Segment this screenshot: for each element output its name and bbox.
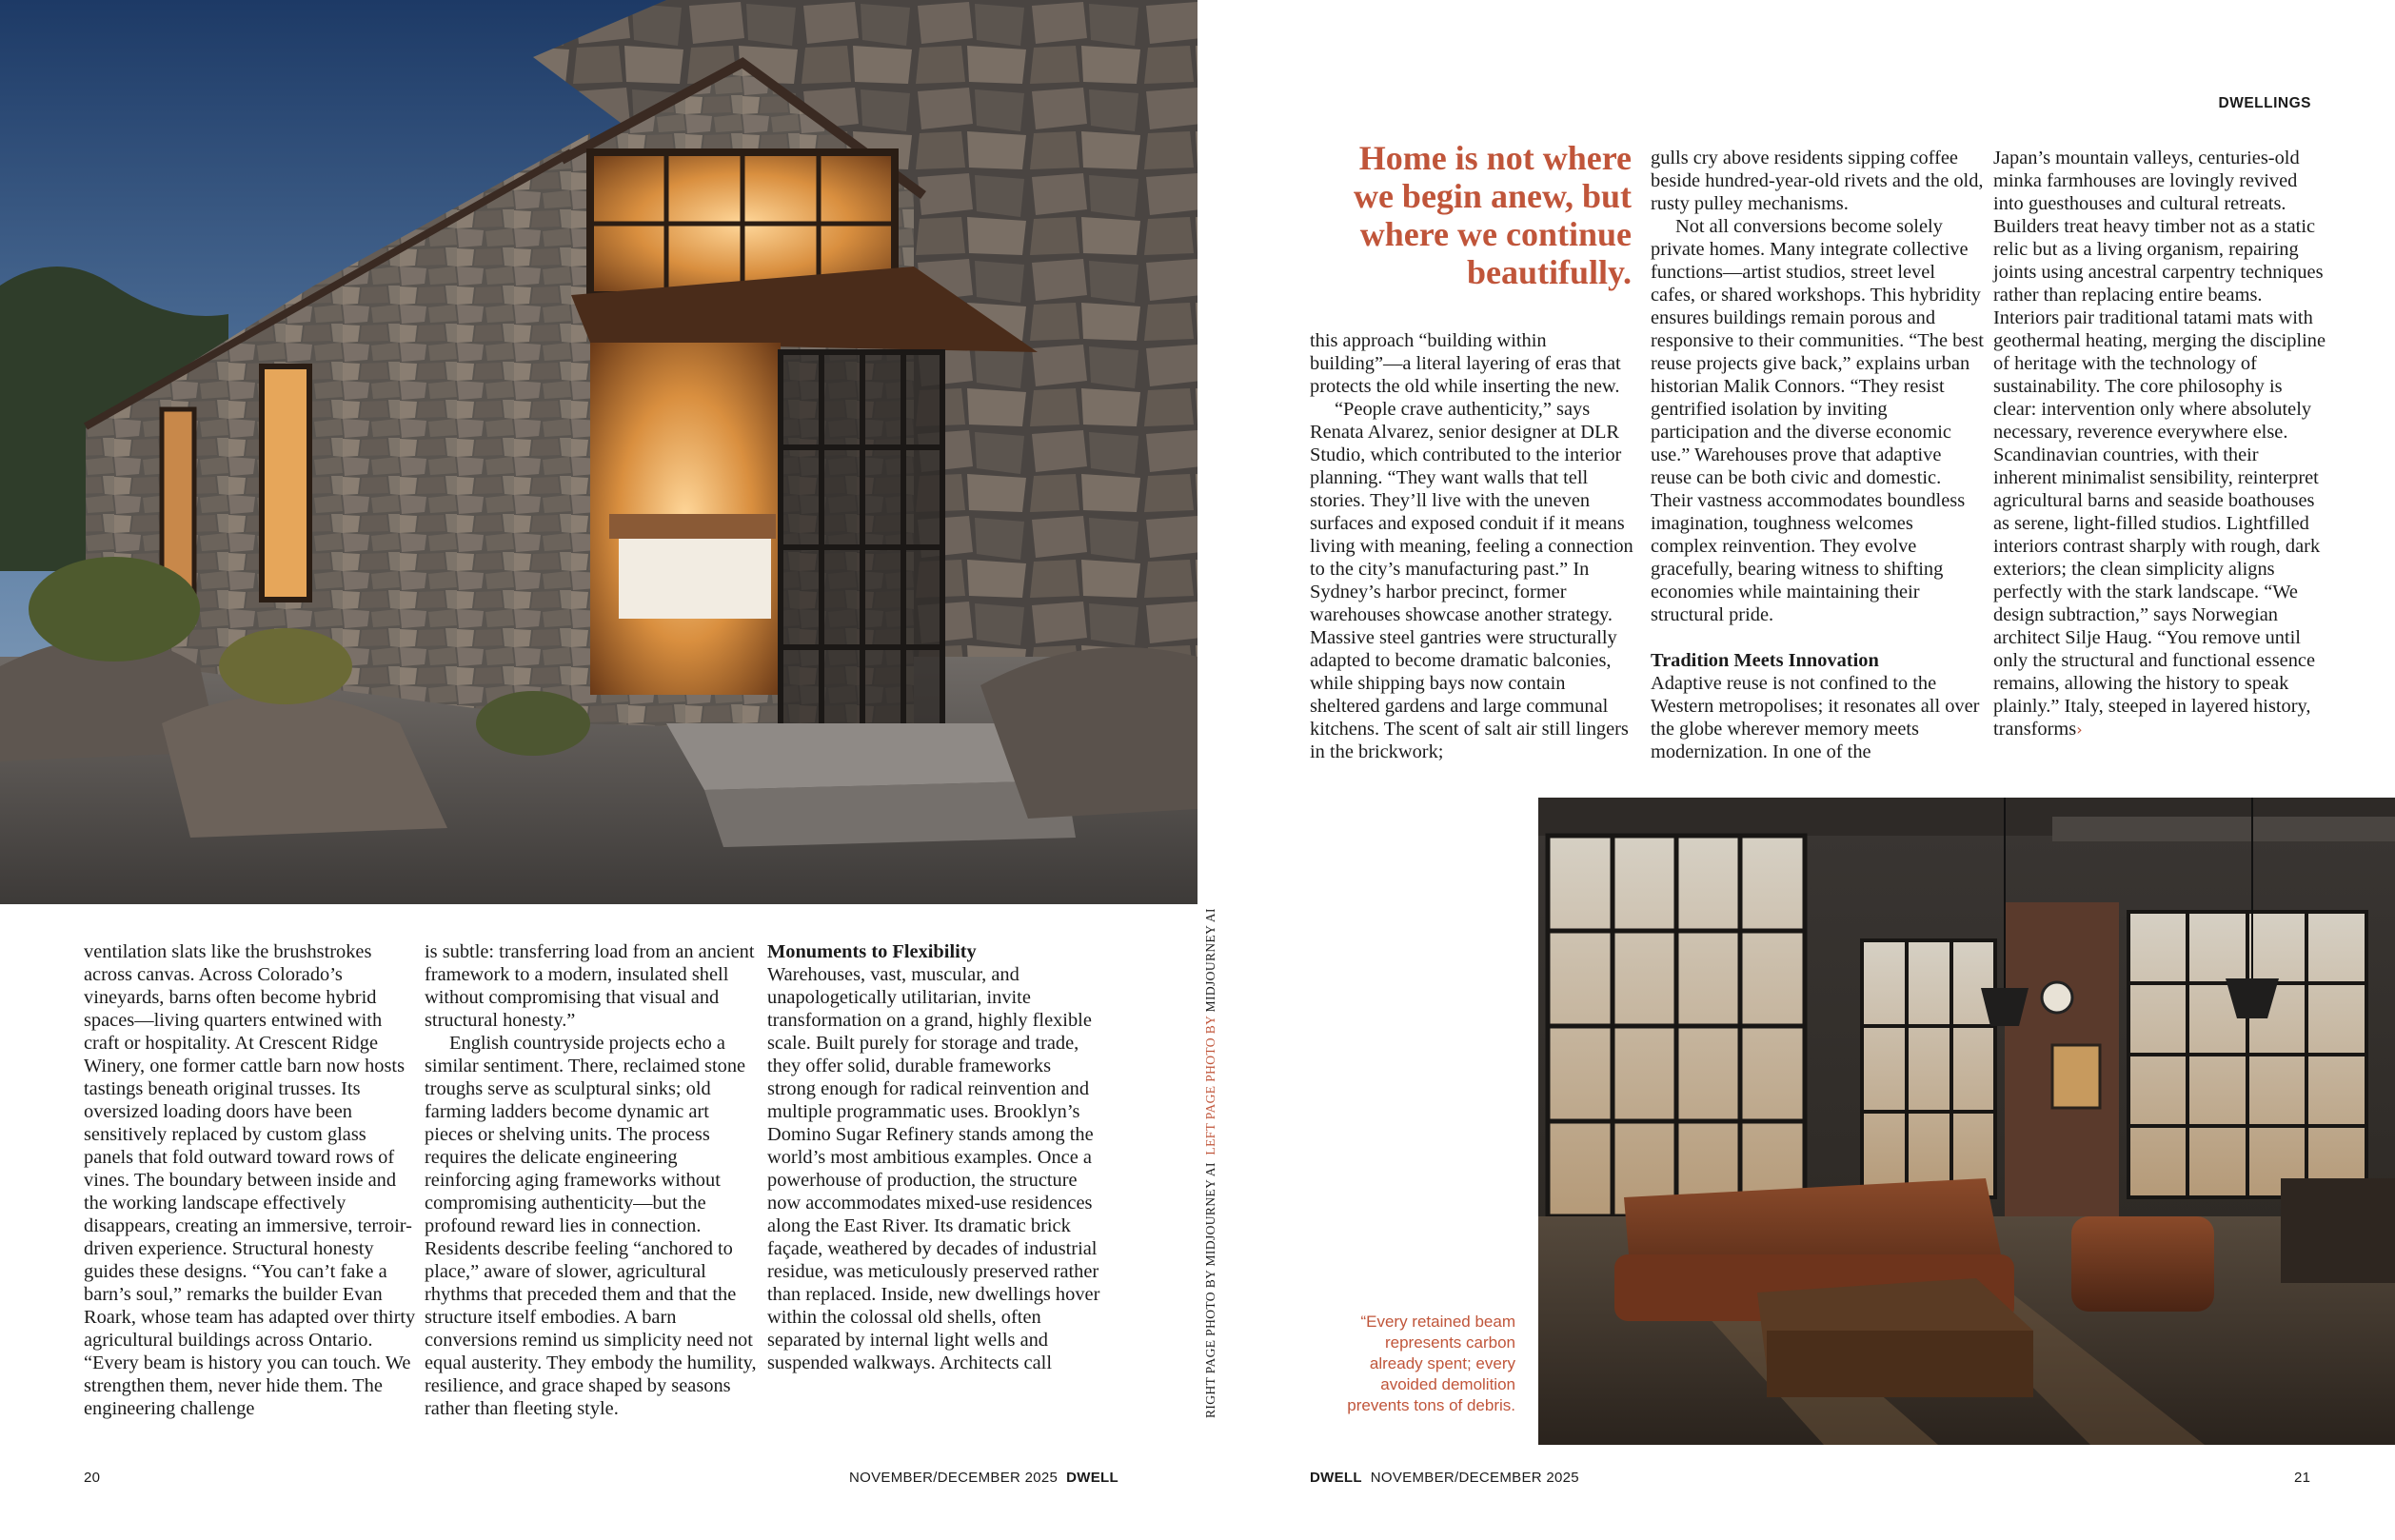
caption-line: avoided demolition — [1380, 1375, 1515, 1393]
left-footer-issue — [849, 1470, 1118, 1486]
pull-quote-line: we begin anew, but — [1353, 177, 1632, 215]
photo-credit-label: RIGHT PAGE PHOTO BY — [1203, 1266, 1217, 1418]
paragraph-gap — [1651, 626, 1984, 649]
stone-barn-illustration — [0, 0, 1198, 904]
subhead: Monuments to Flexibility — [767, 941, 977, 962]
pull-quote-line: beautifully. — [1466, 253, 1632, 291]
body-text: Adaptive reuse is not confined to the Western metropolises; it resonates all over the globe wherever memory meets modernization. In one of the — [1651, 673, 1980, 762]
left-page-column-2 — [425, 940, 762, 1420]
right-page-column-1 — [1310, 329, 1639, 763]
body-text-run: Japan’s mountain valleys, centuries-old minka farmhouses are lovingly revived into guesthouses and cultural retreats. Builders treat heavy timber not as a static relic but as a living organism, repairing joints using ancestral carpentry techniques rather than replacing entire beams. Interiors pair traditional tatami mats with geothermal heating, merging the discipline of heritage with the technology of sustainability. The core philosophy is clear: intervention only where absolutely necessary, reverence everywhere else. Scandinavian countries, with their inherent minimalist sensibility, reinterpret agricultural barns and seaside boathouses as serene, light-filled studios. Lightfilled interiors contrast sharply with rough, dark exteriors; the clean simplicity aligns perfectly with the stark landscape. “We design subtraction,” says Norwegian architect Silje Haug. “You remove until only the structural and functional essence remains, allowing the history to speak plainly.” Italy, steeped in layered history, transforms — [1993, 148, 2326, 740]
body-text: Not all conversions become solely private homes. Many integrate collective functions—artist studios, street level cafes, or shared workshops. This hybridity ensures buildings remain porous and responsive to their communities. “The best reuse projects give back,” explains urban historian Malik Connors. “They resist gentrified isolation by inviting participation and the diverse economic use.” Warehouses prove that adaptive reuse can be both civic and domestic. Their vastness accommodates boundless imagination, toughness welcomes complex reinvention. They evolve gracefully, bearing witness to shifting economies while maintaining their structural pride. — [1651, 216, 1984, 625]
body-text: English countryside projects echo a similar sentiment. There, reclaimed stone troughs serve as sculptural sinks; old farming ladders become dynamic art pieces or shelving units. The process requires the delicate engineering reinforcing aging frameworks without compromising authenticity—but the profound reward lies in connection. Residents describe feeling “anchored to place,” aware of slower, agricultural rhythms that preceded them and that the structure itself embodies. A barn conversions remind us simplicity need not equal austerity. They embody the humility, resilience, and grace shaped by seasons rather than fleeting style. — [425, 1033, 757, 1419]
caption-line: represents carbon — [1384, 1333, 1515, 1352]
right-page-photo — [1538, 798, 2395, 1445]
image-caption — [1314, 1312, 1515, 1416]
footer-date: NOVEMBER/DECEMBER 2025 — [849, 1470, 1059, 1486]
body-text — [1993, 147, 2326, 741]
footer-date: NOVEMBER/DECEMBER 2025 — [1370, 1470, 1579, 1486]
subhead: Tradition Meets Innovation — [1651, 650, 1879, 671]
pull-quote-line: Home is not where — [1358, 139, 1632, 177]
warehouse-loft-illustration — [1538, 798, 2395, 1445]
pull-quote — [1304, 139, 1632, 291]
caption-line: prevents tons of debris. — [1347, 1396, 1515, 1414]
footer-brand: DWELL — [1310, 1470, 1362, 1486]
left-page-column-1 — [84, 940, 417, 1420]
right-page-column-3 — [1993, 147, 2326, 741]
right-footer-issue — [1310, 1470, 1579, 1486]
caption-line: “Every retained beam — [1360, 1313, 1515, 1331]
body-text: gulls cry above residents sipping coffee beside hundred-year-old rivets and the old, rusty pulley mechanisms. — [1651, 148, 1984, 214]
right-page-number: 21 — [2294, 1470, 2311, 1486]
left-page-column-3 — [767, 940, 1100, 1374]
left-page-photo — [0, 0, 1198, 904]
body-text: this approach “building within building”—a literal layering of eras that protects the old while inserting the new. — [1310, 330, 1621, 397]
photo-credit — [1203, 908, 1218, 1418]
chevron-right-icon: › — [2076, 721, 2083, 739]
caption-line: already spent; every — [1369, 1354, 1515, 1372]
footer-brand: DWELL — [1066, 1470, 1118, 1486]
right-page-column-2 — [1651, 147, 1984, 763]
photo-credit-source: MIDJOURNEY AI — [1203, 1162, 1217, 1267]
pull-quote-line: where we continue — [1359, 215, 1632, 253]
body-text: Warehouses, vast, muscular, and unapologetically utilitarian, invite transformation on a grand, highly flexible scale. Built purely for storage and trade, they offer solid, durable frameworks strong enough for radical reinvention and multiple programmatic uses. Brooklyn’s Domino Sugar Refinery stands among the world’s most ambitious examples. Once a powerhouse of production, the structure now accommodates mixed-use residences along the East River. Its dramatic brick façade, weathered by decades of industrial residue, was meticulously preserved rather than replaced. Inside, new dwellings hover within the colossal old shells, often separated by internal light wells and suspended walkways. Architects call — [767, 964, 1100, 1373]
section-label: DWELLINGS — [2218, 95, 2311, 111]
photo-credit-source: MIDJOURNEY AI — [1203, 908, 1217, 1013]
photo-credit-label: LEFT PAGE PHOTO BY — [1203, 1012, 1217, 1155]
body-text: ventilation slats like the brushstrokes across canvas. Across Colorado’s vineyards, barns often become hybrid spaces—living quarters entwined with craft or hospitality. At Crescent Ridge Winery, one former cattle barn now hosts tastings beneath original trusses. Its oversized loading doors have been sensitively replaced by custom glass panels that fold outward toward rows of vines. The boundary between inside and the working landscape effectively disappears, creating an immersive, terroir-driven experience. Structural honesty guides these designs. “You can’t fake a barn’s soul,” remarks the builder Evan Roark, whose team has adapted over thirty agricultural buildings across Ontario. “Every beam is history you can touch. We strengthen them, never hide them. The engineering challenge — [84, 941, 416, 1419]
left-page-number: 20 — [84, 1470, 101, 1486]
body-text: is subtle: transferring load from an ancient framework to a modern, insulated shell without compromising that visual and structural honesty.” — [425, 941, 755, 1031]
body-text: “People crave authenticity,” says Renata Alvarez, senior designer at DLR Studio, which contributed to the interior planning. “They want walls that tell stories. They’ll live with the uneven surfaces and exposed conduit if it means living with meaning, feeling a connection to the city’s manufacturing past.” In Sydney’s harbor precinct, former warehouses showcase another strategy. Massive steel gantries were structurally adapted to become dramatic balconies, while shipping bays now contain sheltered gardens and large communal kitchens. The scent of salt air still lingers in the brickwork; — [1310, 399, 1633, 762]
